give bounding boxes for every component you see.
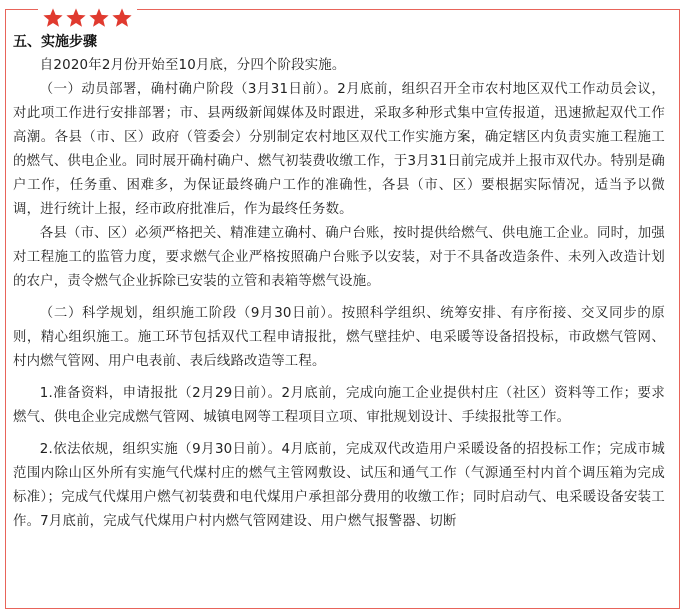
- step-one-paragraph: 1.准备资料，申请报批（2月29日前）。2月底前，完成向施工企业提供村庄（社区）资料等工作；要求燃气、供电企业完成燃气管网、城镇电网等工程项目立项、审批规划设计、手续报批等工作。: [13, 386, 665, 425]
- step-two-paragraph: 2.依法依规，组织实施（9月30日前）。4月底前，完成双代改造用户采暖设备的招投标工作；完成市城范围内除山区外所有实施气代煤村庄的燃气主管网敷设、试压和通气工作（气源通至村内首个调压箱为完成标准）；完成气代煤用户燃气初装费和电代煤用户承担部分费用的收缴工作；同时启动气、电采暖设备安装工作。7月底前，完成气代煤用户村内燃气管网建设、用户燃气报警器、切断: [13, 442, 665, 529]
- phase-two-paragraph: （二）科学规划，组织施工阶段（9月30日前）。按照科学组织、统筹安排、有序衔接、交叉同步的原则，精心组织施工。施工环节包括双代工程申请报批，燃气壁挂炉、电采暖等设备招投标，市政燃气管网、村内燃气管网、用户电表前、表后线路改造等工程。: [13, 306, 665, 369]
- intro-paragraph: 自2020年2月份开始至10月底，分四个阶段实施。: [39, 58, 346, 73]
- phase-one-paragraph: （一）动员部署，确村确户阶段（3月31日前）。2月底前，组织召开全市农村地区双代工作动员会议，对此项工作进行安排部署；市、县两级新闻媒体及时跟进，采取多种形式集中宣传报道，迅速掀起双代工作高潮。各县（市、区）政府（管委会）分别制定农村地区双代工作实施方案，确定辖区内负责实施工程施工的燃气、供电企业。同时展开确村确户、燃气初装费收缴工作，于3月31日前完成并上报市双代办。特别是确户工作，任务重、困难多，为保证最终确户工作的准确性，各县（市、区）要根据实际情况，适当予以微调，进行统计上报，经市政府批准后，作为最终任务数。: [13, 82, 665, 217]
- section-heading: 五、实施步骤: [13, 34, 97, 50]
- article-content: [13, 24, 665, 534]
- ledger-paragraph: 各县（市、区）必须严格把关、精准建立确村、确户台账，按时提供给燃气、供电施工企业。同时，加强对工程施工的监管力度，要求燃气企业严格按照确户台账予以安装，对于不具备改造条件、未列入改造计划的农户，责令燃气企业拆除已安装的立管和表箱等燃气设施。: [13, 226, 665, 289]
